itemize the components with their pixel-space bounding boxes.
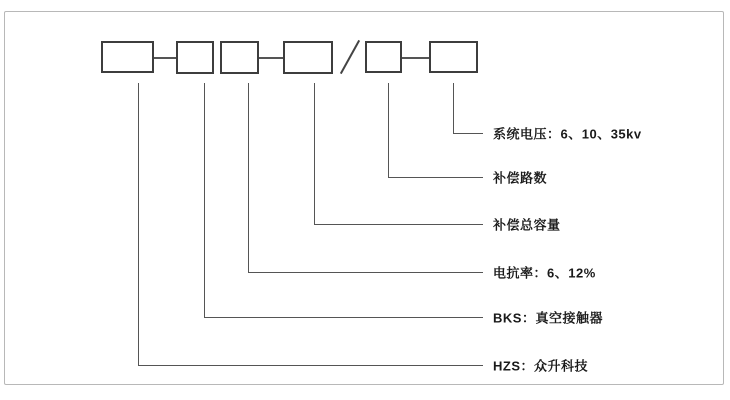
label-hzs-meaning: HZS：众升科技 (493, 358, 589, 374)
code-box-voltage (429, 41, 478, 73)
code-box-reactance (220, 41, 259, 74)
connector-line-1 (154, 57, 176, 59)
connector-line-2 (259, 57, 283, 59)
code-box-bks (176, 41, 214, 74)
code-box-circuits (365, 41, 402, 73)
leader-line-hzs (138, 83, 483, 366)
connector-line-3 (402, 57, 429, 59)
slash-separator-icon (340, 40, 360, 74)
diagram-frame (4, 11, 724, 385)
label-bks-meaning: BKS：真空接触器 (493, 310, 603, 326)
label-circuit-count: 补偿路数 (493, 170, 548, 186)
label-reactance-rate: 电抗率：6、12% (493, 265, 596, 281)
code-box-hzs (101, 41, 154, 73)
code-box-capacity (283, 41, 333, 74)
label-total-capacity: 补偿总容量 (493, 217, 561, 233)
label-system-voltage: 系统电压：6、10、35kv (493, 126, 642, 142)
